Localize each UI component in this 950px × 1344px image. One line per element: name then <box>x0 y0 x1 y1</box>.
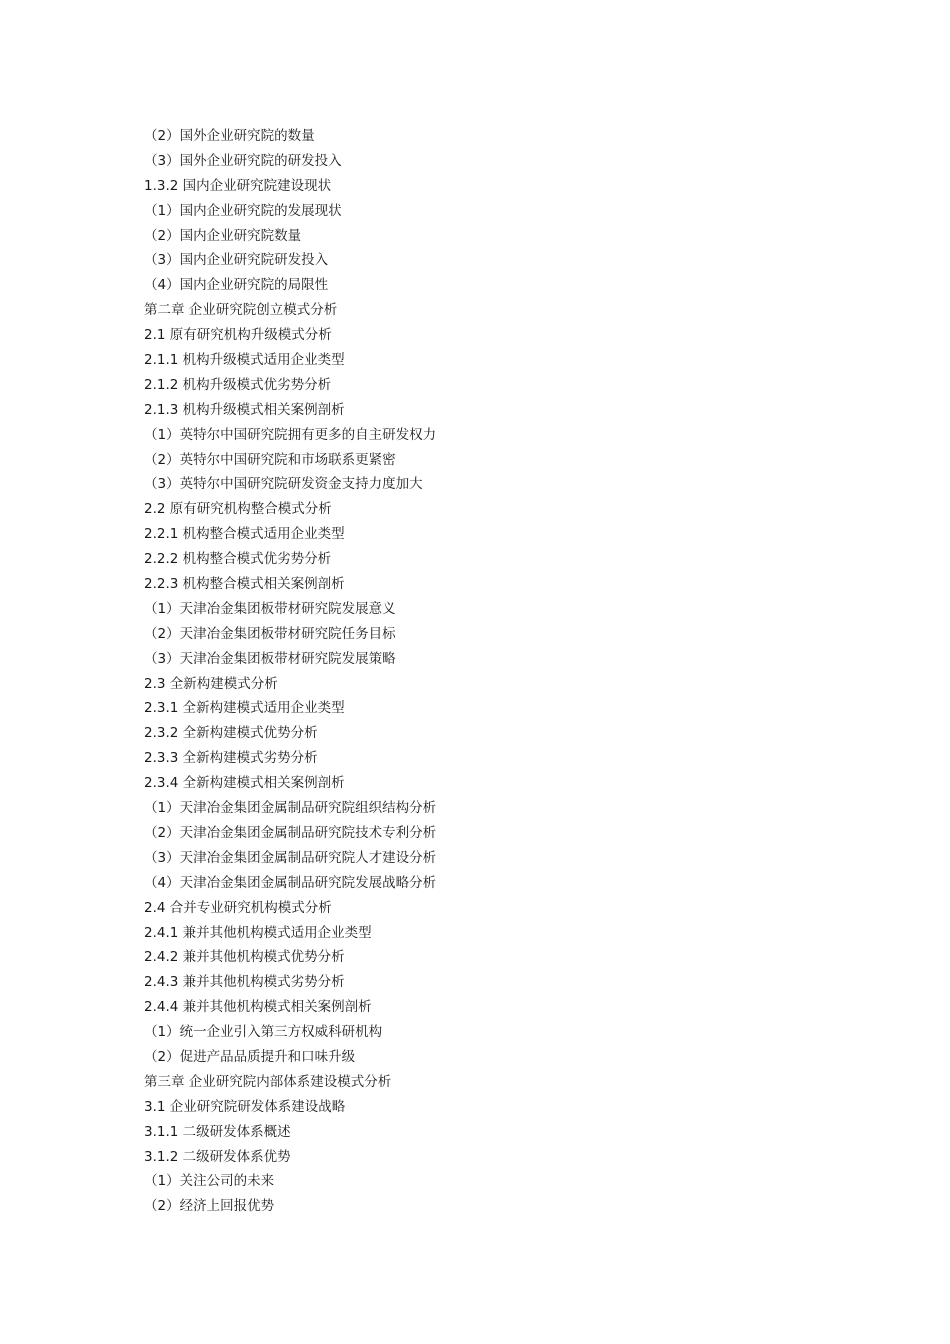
toc-line: （3）天津冶金集团金属制品研究院人才建设分析 <box>144 849 437 866</box>
toc-line: 2.1.3 机构升级模式相关案例剖析 <box>144 401 345 418</box>
toc-line: （4）天津冶金集团金属制品研究院发展战略分析 <box>144 874 437 891</box>
toc-line: （1）关注公司的未来 <box>144 1173 275 1190</box>
toc-line: 3.1 企业研究院研发体系建设战略 <box>144 1098 346 1115</box>
toc-line: （2）英特尔中国研究院和市场联系更紧密 <box>144 451 396 468</box>
toc-line: 1.3.2 国内企业研究院建设现状 <box>144 177 332 194</box>
toc-line: 2.3.1 全新构建模式适用企业类型 <box>144 700 345 717</box>
toc-line: 2.1.1 机构升级模式适用企业类型 <box>144 352 345 369</box>
toc-line: 2.2.2 机构整合模式优劣势分析 <box>144 551 332 568</box>
toc-line: 2.3 全新构建模式分析 <box>144 675 278 692</box>
toc-line: （4）国内企业研究院的局限性 <box>144 277 329 294</box>
toc-line: （1）国内企业研究院的发展现状 <box>144 202 342 219</box>
toc-line: （2）天津冶金集团金属制品研究院技术专利分析 <box>144 824 437 841</box>
toc-line: 2.4.2 兼并其他机构模式优势分析 <box>144 949 345 966</box>
toc-line: 2.2 原有研究机构整合模式分析 <box>144 501 332 518</box>
toc-line: 第三章 企业研究院内部体系建设模式分析 <box>144 1073 392 1090</box>
table-of-contents <box>144 124 436 1219</box>
toc-line: （3）国内企业研究院研发投入 <box>144 252 329 269</box>
toc-line: 2.2.1 机构整合模式适用企业类型 <box>144 526 345 543</box>
toc-line: （1）英特尔中国研究院拥有更多的自主研发权力 <box>144 426 437 443</box>
toc-line: 2.4.4 兼并其他机构模式相关案例剖析 <box>144 999 372 1016</box>
toc-line: 2.3.2 全新构建模式优势分析 <box>144 725 318 742</box>
toc-line: （3）国外企业研究院的研发投入 <box>144 152 342 169</box>
toc-line: 2.3.4 全新构建模式相关案例剖析 <box>144 775 345 792</box>
toc-line: （3）英特尔中国研究院研发资金支持力度加大 <box>144 476 423 493</box>
toc-line: （2）国内企业研究院数量 <box>144 227 302 244</box>
toc-line: 2.4 合并专业研究机构模式分析 <box>144 899 332 916</box>
toc-line: 3.1.1 二级研发体系概述 <box>144 1123 291 1140</box>
toc-line: 2.3.3 全新构建模式劣势分析 <box>144 750 318 767</box>
toc-line: 第二章 企业研究院创立模式分析 <box>144 302 338 319</box>
toc-line: （2）天津冶金集团板带材研究院任务目标 <box>144 625 396 642</box>
toc-line: （2）国外企业研究院的数量 <box>144 128 315 144</box>
toc-line: （1）统一企业引入第三方权威科研机构 <box>144 1024 383 1041</box>
toc-line: 2.2.3 机构整合模式相关案例剖析 <box>144 576 345 593</box>
toc-line: （1）天津冶金集团金属制品研究院组织结构分析 <box>144 800 437 817</box>
toc-line: 2.4.3 兼并其他机构模式劣势分析 <box>144 974 345 991</box>
toc-line: 2.1.2 机构升级模式优劣势分析 <box>144 376 332 393</box>
toc-line: 2.1 原有研究机构升级模式分析 <box>144 327 332 344</box>
toc-line: （3）天津冶金集团板带材研究院发展策略 <box>144 650 396 667</box>
toc-line: 3.1.2 二级研发体系优势 <box>144 1148 291 1165</box>
toc-line: （2）经济上回报优势 <box>144 1198 275 1215</box>
toc-line: （2）促进产品品质提升和口味升级 <box>144 1048 356 1065</box>
toc-line: （1）天津冶金集团板带材研究院发展意义 <box>144 600 396 617</box>
toc-line: 2.4.1 兼并其他机构模式适用企业类型 <box>144 924 372 941</box>
